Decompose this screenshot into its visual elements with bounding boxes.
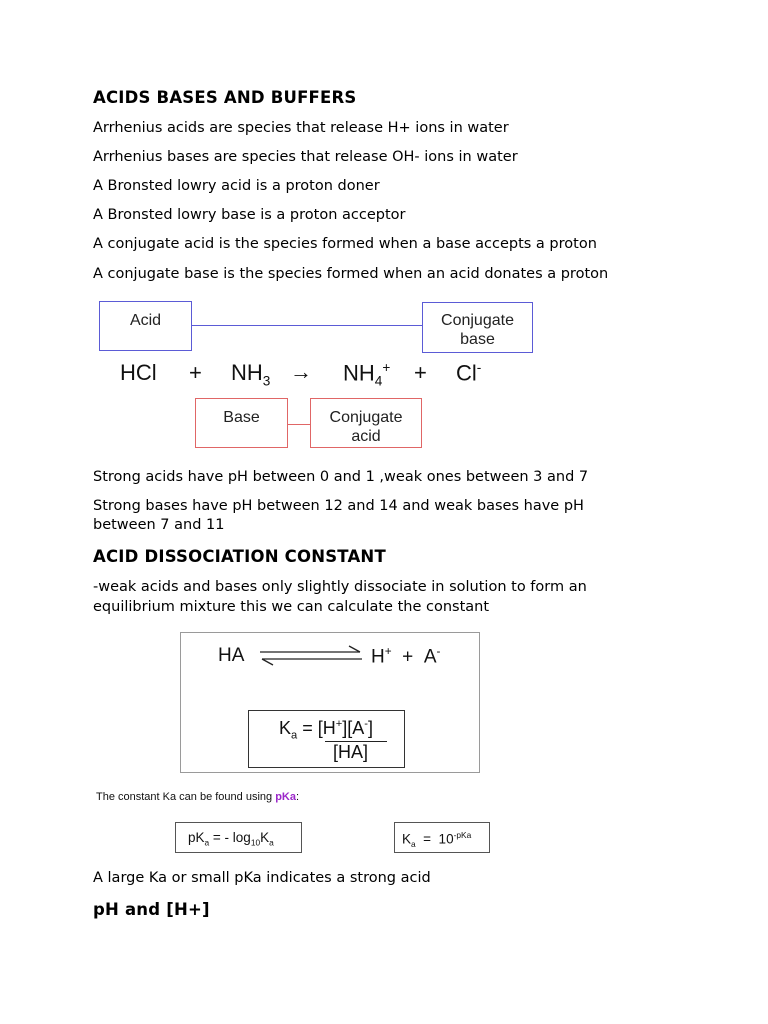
conjugate-base-label-line1: Conjugate — [441, 312, 514, 329]
heading-ph-and-h: pH and [H+] — [93, 900, 210, 919]
paragraph-bronsted-base: A Bronsted lowry base is a proton acceptor — [93, 207, 406, 223]
pka-formula-box — [175, 822, 302, 853]
ka-from-pka-formula: $K_a = 10^{-pKa}$ — [402, 830, 472, 850]
pka-highlight: pKa — [275, 791, 296, 803]
heading-acid-dissociation-constant: ACID DISSOCIATION CONSTANT — [93, 547, 386, 566]
plus-sign-2: + — [414, 360, 427, 385]
hcl-formula: HCl — [120, 360, 157, 385]
base-label: Base — [223, 409, 260, 426]
paragraph-weak-acids-line2: equilibrium mixture this we can calculate the constant — [93, 599, 490, 615]
conjugate-acid-label-line1: Conjugate — [329, 409, 403, 426]
ka-numerator: $K_a = [H^+][A^-]$ — [279, 718, 374, 742]
paragraph-arrhenius-bases: Arrhenius bases are species that release OH- ions in water — [93, 149, 518, 165]
paragraph-large-ka: A large Ka or small pKa indicates a strong acid — [93, 870, 431, 886]
nh3-formula: $NH_3$ — [231, 360, 271, 389]
paragraph-strong-bases-line2: between 7 and 11 — [93, 517, 225, 533]
conjugate-base-label-line2: base — [460, 331, 495, 348]
paragraph-conjugate-base: A conjugate base is the species formed when an acid donates a proton — [93, 266, 609, 282]
ka-expression-box — [248, 710, 405, 768]
reaction-arrow: → — [290, 359, 312, 384]
pka-note: The constant Ka can be found using pKa: — [96, 791, 300, 803]
pka-formula: $pK_a$ = - $\log_{10}K_a$ — [188, 830, 274, 848]
paragraph-arrhenius-acids: Arrhenius acids are species that release H+ ions in water — [93, 120, 509, 136]
cl-formula: Cl- — [456, 360, 482, 386]
acid-label: Acid — [129, 312, 162, 329]
conjugate-acid-box — [310, 398, 422, 448]
ha-formula: HA — [218, 645, 245, 666]
conjugate-base-box — [422, 302, 533, 353]
acid-box — [99, 301, 192, 351]
dissociation-equilibrium-box — [180, 632, 480, 773]
heading-acids-bases-buffers: ACIDS BASES AND BUFFERS — [93, 88, 357, 107]
dissociation-products: H+ + A- — [371, 645, 441, 668]
conjugate-acid-label-line2: acid — [351, 428, 381, 445]
paragraph-weak-acids-line1: -weak acids and bases only slightly dissociate in solution to form an — [93, 579, 587, 595]
paragraph-strong-bases-line1: Strong bases have pH between 12 and 14 and weak bases have pH — [93, 498, 584, 514]
paragraph-bronsted-acid: A Bronsted lowry acid is a proton doner — [93, 178, 380, 194]
nh4-formula: $NH_4^+$ — [343, 360, 391, 389]
ka-from-pka-box — [394, 822, 490, 853]
ka-denominator: [HA] — [333, 742, 369, 762]
base-conjugate-acid-connector — [288, 424, 310, 425]
plus-sign-1: + — [189, 360, 202, 385]
equilibrium-arrows-icon — [257, 641, 365, 669]
acid-conjugate-base-connector — [192, 325, 422, 326]
paragraph-conjugate-acid: A conjugate acid is the species formed when a base accepts a proton — [93, 236, 597, 252]
paragraph-strong-acids: Strong acids have pH between 0 and 1 ,weak ones between 3 and 7 — [93, 469, 589, 485]
base-box — [195, 398, 288, 448]
